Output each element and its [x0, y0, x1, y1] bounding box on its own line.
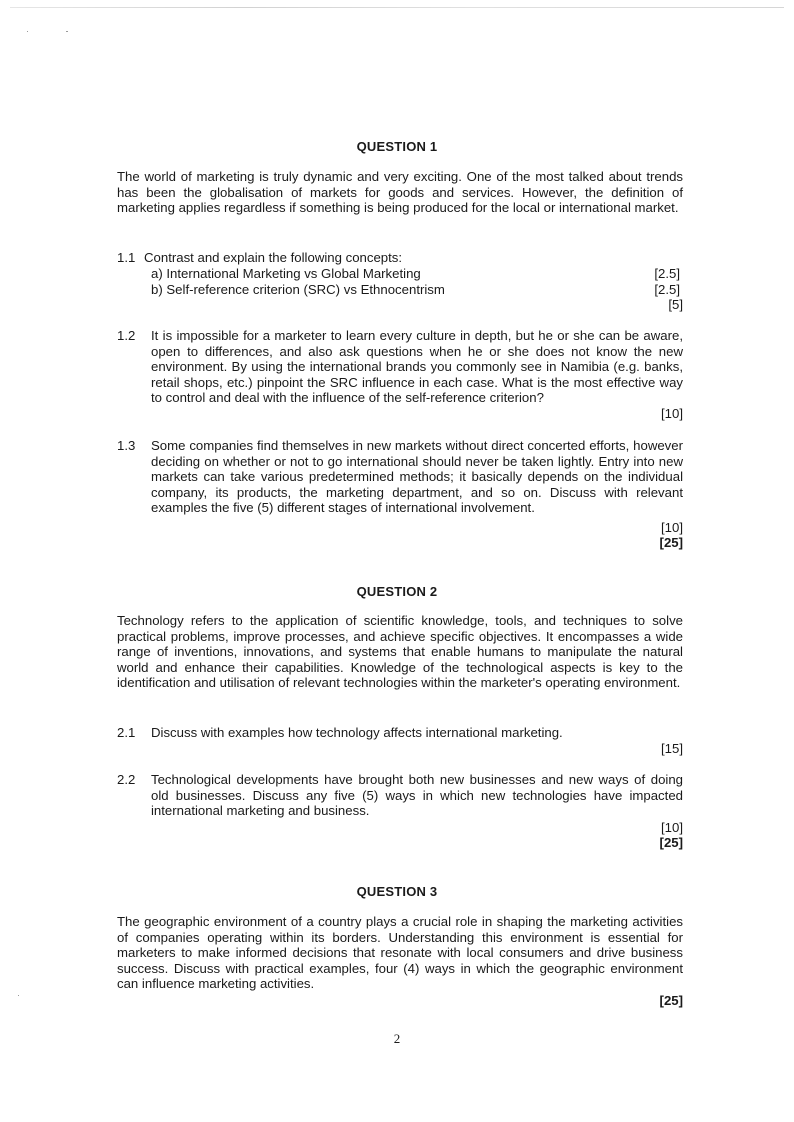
- question-3-title: QUESTION 3: [356, 884, 438, 899]
- question-1-total: [25]: [659, 535, 683, 550]
- question-1-title: QUESTION 1: [356, 139, 438, 154]
- question-3-total: [25]: [659, 993, 683, 1008]
- question-2-intro: Technology refers to the application of scientific knowledge, tools, and techniques to solve practical problems, improve processes, and achieve specific objectives. It encompasses a wide range of inventions, innovations, and systems that enable humans to manipulate the natural world and enhance their capabilities. Knowledge of the technological aspects is key to the identification and utilisation of relevant technologies within the marketer's operating environment.: [117, 613, 683, 691]
- question-1-1-number: 1.1: [117, 250, 136, 265]
- question-2-2-text: Technological developments have brought both new businesses and new ways of doing old businesses. Discuss any five (5) ways in which new technologies have impacted international marketing and business.: [151, 772, 683, 819]
- question-1-2-number: 1.2: [117, 328, 136, 343]
- question-1-1-item-b: b) Self-reference criterion (SRC) vs Ethnocentrism: [151, 282, 445, 297]
- question-1-2-text: It is impossible for a marketer to learn every culture in depth, but he or she can be aware, open to differences, and also ask questions when he or she does not know the new environment. By using the international brands you commonly see in Namibia (e.g. banks, retail shops, etc.) pinpoint the SRC influence in each case. What is the most effective way to control and deal with the influence of the self-reference criterion?: [151, 328, 683, 406]
- question-1-3-text: Some companies find themselves in new markets without direct concerted efforts, however deciding on whether or not to go international should never be taken lightly. Entry into new markets can take various predetermined methods; it basically depends on the individual company, its products, the marketing department, and so on. Discuss with relevant examples the five (5) different stages of international involvement.: [151, 438, 683, 516]
- question-1-1-item-b-mark: [2.5]: [654, 282, 680, 297]
- question-2-1-number: 2.1: [117, 725, 136, 740]
- question-1-1-text: Contrast and explain the following concepts:: [144, 250, 403, 265]
- question-2-1-text: Discuss with examples how technology affects international marketing.: [151, 725, 563, 740]
- question-3-intro: The geographic environment of a country plays a crucial role in shaping the marketing activities of companies operating within its borders. Understanding this environment is essential for marketers to make informed decisions that resonate with local consumers and drive business success. Discuss with practical examples, four (4) ways in which the geographic environment can influence marketing activities.: [117, 914, 683, 992]
- question-2-2-mark: [10]: [661, 820, 683, 835]
- question-2-2-number: 2.2: [117, 772, 136, 787]
- page-number: 2: [393, 1031, 401, 1046]
- question-2-1-mark: [15]: [661, 741, 683, 756]
- question-1-2-mark: [10]: [661, 406, 683, 421]
- question-1-1-total: [5]: [668, 297, 683, 312]
- question-1-intro: The world of marketing is truly dynamic and very exciting. One of the most talked about trends has been the globalisation of markets for goods and services. However, the definition of marketing applies regardless if something is being produced for the local or international market.: [117, 169, 683, 216]
- question-1-3-mark: [10]: [661, 520, 683, 535]
- question-2-title: QUESTION 2: [356, 584, 438, 599]
- question-1-1-item-a-mark: [2.5]: [654, 266, 680, 281]
- question-1-1-item-a: a) International Marketing vs Global Marketing: [151, 266, 421, 281]
- question-2-total: [25]: [659, 835, 683, 850]
- question-1-3-number: 1.3: [117, 438, 136, 453]
